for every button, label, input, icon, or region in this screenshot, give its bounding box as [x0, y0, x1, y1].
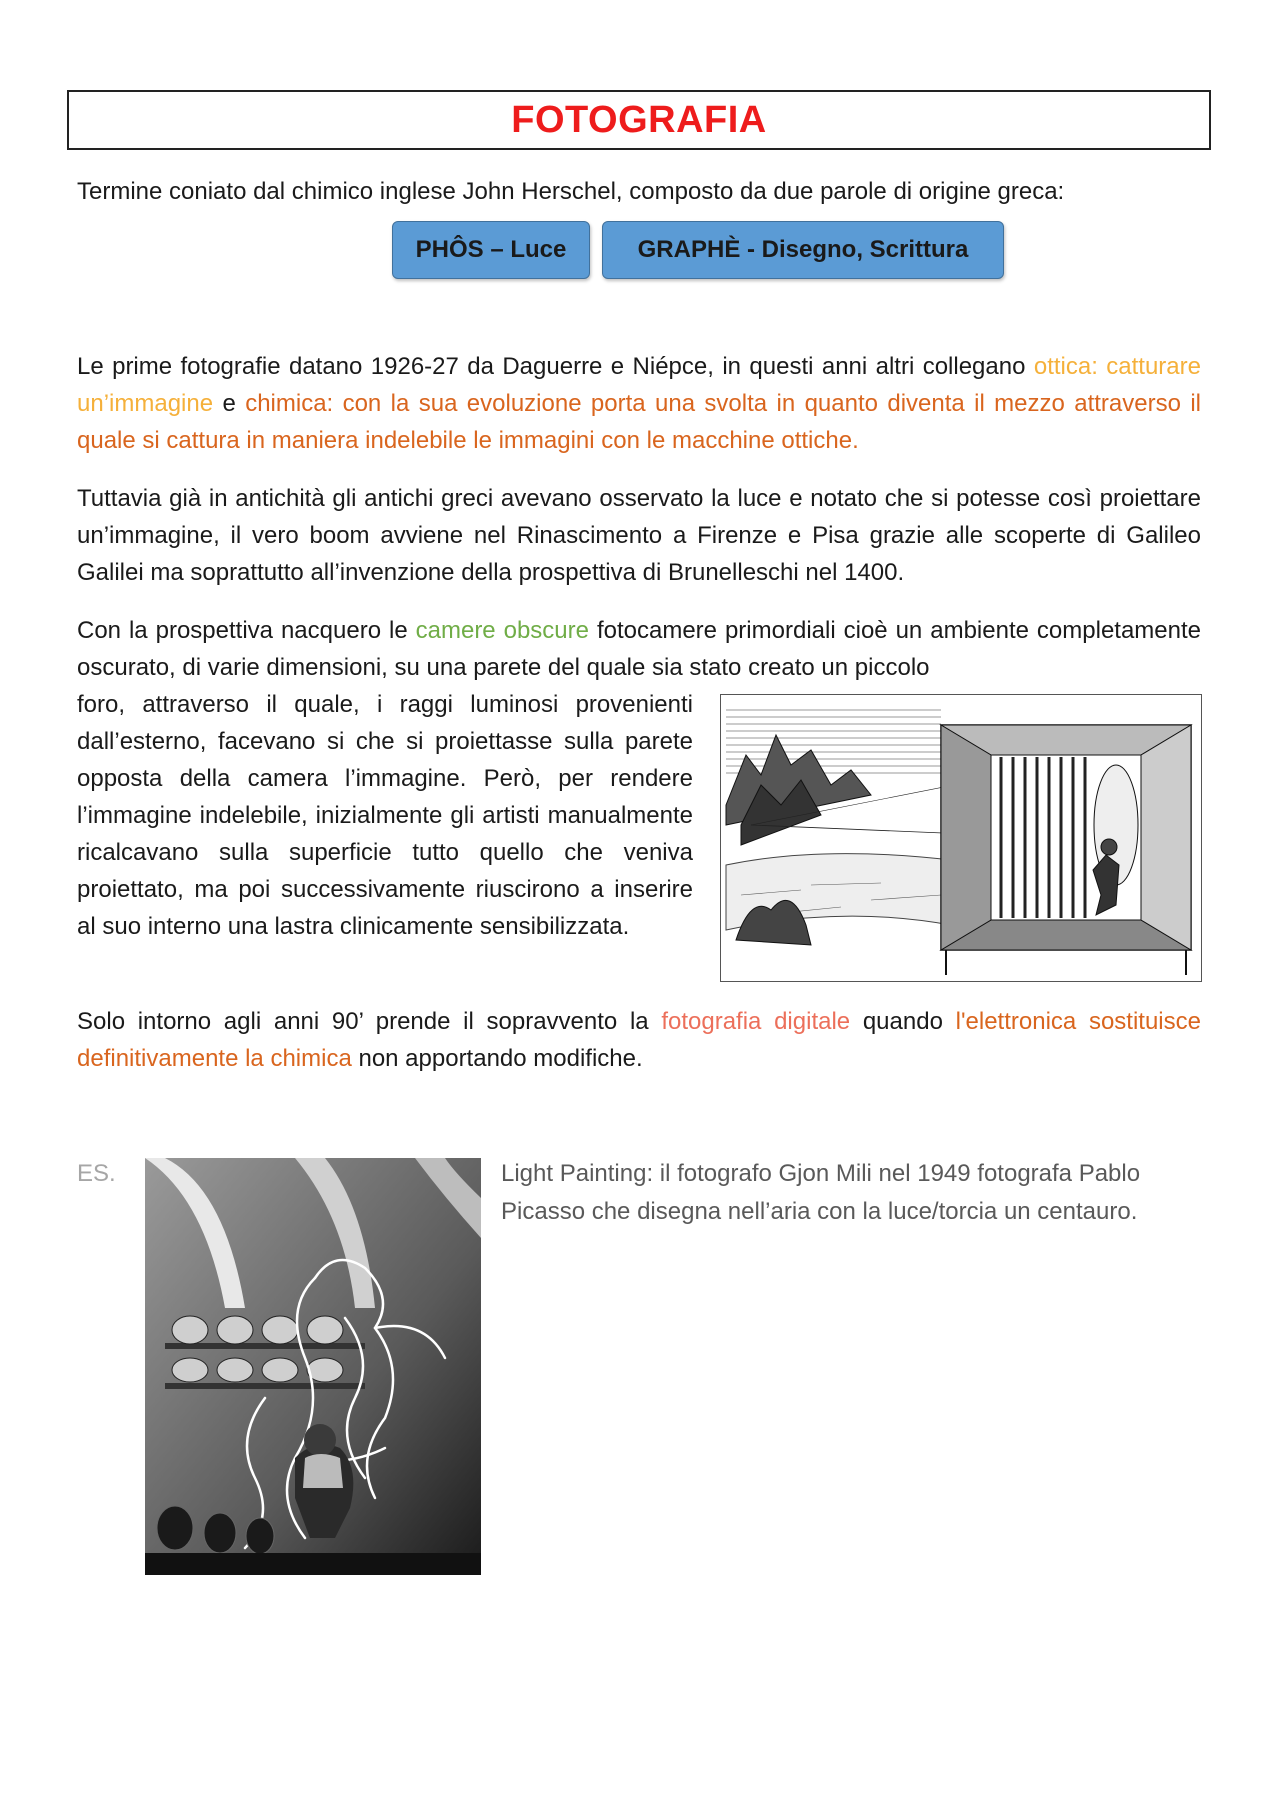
- example-label: ES.: [77, 1160, 116, 1187]
- paragraph-camera-obscura: [77, 612, 1201, 686]
- highlight-fotografia-digitale: fotografia digitale: [661, 1008, 851, 1035]
- paragraph-camera-obscura-cont: foro, attraverso il quale, i raggi luminosi provenienti dall’esterno, facevano si che si proiettasse sulla parete opposta della camera l’immagine. Però, per rendere l’immagine indelebile, inizialmente gli artisti manualmente ricalcavano sulla superficie tutto quello che veniva proiettato, ma poi successivamente riuscirono a inserire al suo interno una lastra clinicamente sensibilizzata.: [77, 691, 693, 940]
- paragraph-digital: [77, 1003, 1201, 1077]
- picasso-photo-drawing: [145, 1158, 481, 1575]
- camera-obscura-drawing: [721, 695, 1201, 981]
- example-caption: Light Painting: il fotografo Gjon Mili nel 1949 fotografa Pablo Picasso che disegna nell’aria con la luce/torcia un centauro.: [501, 1160, 1141, 1225]
- pill-graphe: GRAPHÈ - Disegno, Scrittura: [602, 221, 1004, 279]
- highlight-chimica: chimica: con la sua evoluzione porta una svolta in quanto diventa il mezzo attraverso il quale si cattura in maniera indelebile le immagini con le macchine ottiche.: [77, 390, 1201, 454]
- highlight-camere-obscure: camere obscure: [415, 617, 589, 644]
- picasso-light-painting-photo: [145, 1158, 481, 1575]
- paragraph-origins: [77, 348, 1201, 459]
- etymology-pills: [392, 221, 1004, 279]
- highlight-elettronica: l'elettronica sostituisce definitivamente la chimica: [77, 1008, 1201, 1072]
- intro-paragraph: Termine coniato dal chimico inglese John Herschel, composto da due parole di origine greca:: [77, 178, 1065, 205]
- title-box: [67, 90, 1211, 150]
- text: Con la prospettiva nacquero le: [77, 617, 416, 644]
- text: fotocamere primordiali cioè un ambiente completamente oscurato, di varie dimensioni, su una parete del quale sia stato creato un piccolo: [77, 617, 1202, 681]
- camera-obscura-illustration: [720, 694, 1202, 982]
- sky-hatching: [726, 710, 941, 773]
- page-title: FOTOGRAFIA: [511, 98, 767, 141]
- pill-phos: PHÔS – Luce: [392, 221, 590, 279]
- text: quando: [850, 1008, 956, 1035]
- highlight-ottica: ottica: catturare un’immagine: [77, 353, 1201, 417]
- paragraph-history: Tuttavia già in antichità gli antichi greci avevano osservato la luce e notato che si potesse così proiettare un’immagine, il vero boom avviene nel Rinascimento a Firenze e Pisa grazie alle scoperte di Galileo Galilei ma soprattutto all’invenzione della prospettiva di Brunelleschi nel 1400.: [77, 485, 1201, 586]
- text: Le prime fotografie datano 1926-27 da Daguerre e Niépce, in questi anni altri collegano: [77, 353, 1034, 380]
- text: Solo intorno agli anni 90’ prende il sopravvento la: [77, 1008, 662, 1035]
- text: non apportando modifiche.: [351, 1045, 643, 1072]
- text: e: [213, 390, 246, 417]
